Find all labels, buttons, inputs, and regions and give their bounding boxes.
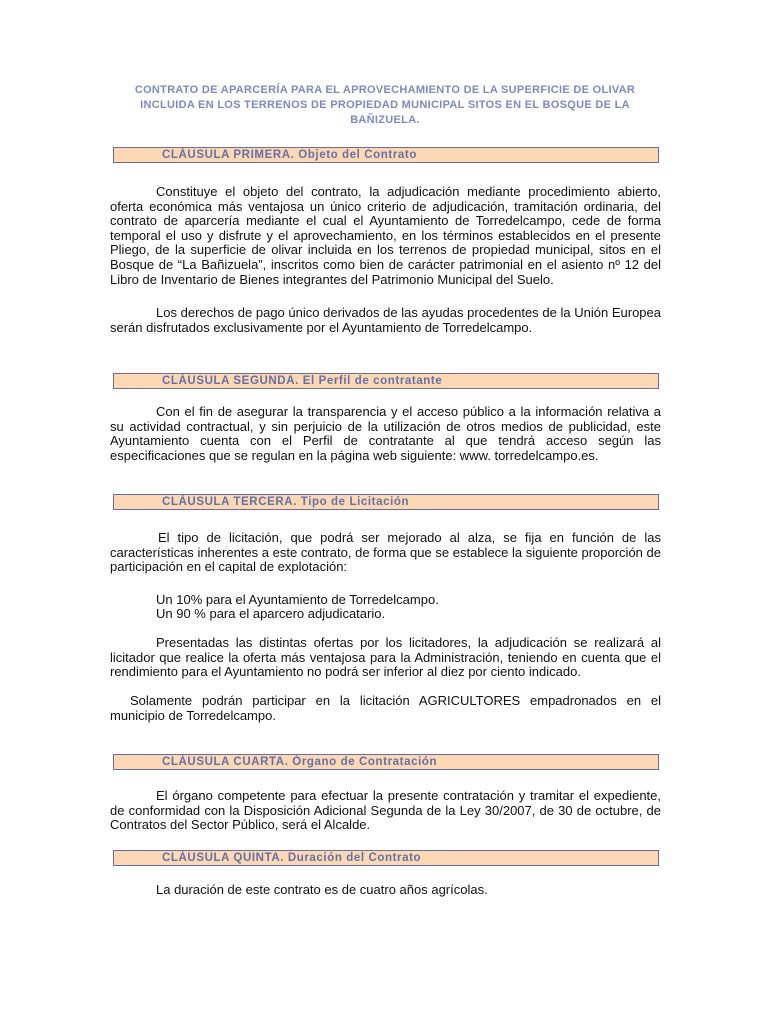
clause-heading-quinta: CLÁUSULA QUINTA. Duración del Contrato bbox=[113, 850, 659, 866]
clause-cuarta-paragraph-1: El órgano competente para efectuar la presente contratación y tramitar el expediente, de conformidad con la Disposición Adicional Segunda de la Ley 30/2007, de 30 de octubre, de Contratos del Sector Público, será el Alcalde. bbox=[110, 788, 661, 833]
clause-primera-paragraph-2: Los derechos de pago único derivados de las ayudas procedentes de la Unión Europea serán disfrutados exclusivamente por el Ayuntamiento de Torredelcampo. bbox=[110, 305, 661, 335]
clause-heading-tercera: CLÁUSULA TERCERA. Tipo de Licitación bbox=[113, 494, 659, 510]
participation-item-ayuntamiento: Un 10% para el Ayuntamiento de Torredelcampo. bbox=[156, 592, 439, 607]
clause-tercera-paragraph-2: Presentadas las distintas ofertas por los licitadores, la adjudicación se realizará al licitador que realice la oferta más ventajosa para la Administración, teniendo en cuenta que el rendimiento para el Ayuntamiento no podrá ser inferior al diez por ciento indicado. bbox=[110, 635, 661, 680]
clause-quinta-paragraph-1: La duración de este contrato es de cuatro años agrícolas. bbox=[156, 882, 488, 897]
clause-tercera-paragraph-1: El tipo de licitación, que podrá ser mejorado al alza, se fija en función de las características inherentes a este contrato, de forma que se establece la siguiente proporción de participación en el capital de explotación: bbox=[110, 530, 661, 575]
clause-tercera-paragraph-3: Solamente podrán participar en la licitación AGRICULTORES empadronados en el municipio de Torredelcampo. bbox=[110, 693, 661, 723]
clause-heading-segunda: CLÁUSULA SEGUNDA. El Perfil de contratante bbox=[113, 373, 659, 389]
clause-primera-paragraph-1: Constituye el objeto del contrato, la adjudicación mediante procedimiento abierto, oferta económica más ventajosa un único criterio de adjudicación, tramitación ordinaria, del contrato de aparcería mediante el cual el Ayuntamiento de Torredelcampo, cede de forma temporal el uso y disfrute y el aprovechamiento, en los términos establecidos en el presente Pliego, de la superficie de olivar incluida en los terrenos de propiedad municipal, sitos en el Bosque de “La Bañizuela”, inscritos como bien de carácter patrimonial en el asiento nº 12 del Libro de Inventario de Bienes integrantes del Patrimonio Municipal del Suelo. bbox=[110, 184, 661, 287]
document-title: CONTRATO DE APARCERÍA PARA EL APROVECHAMIENTO DE LA SUPERFICIE DE OLIVAR INCLUIDA EN LOS TERRENOS DE PROPIEDAD MUNICIPAL SITOS EN EL BOSQUE DE LA BAÑIZUELA. bbox=[134, 84, 636, 126]
clause-segunda-paragraph-1: Con el fin de asegurar la transparencia y el acceso público a la información relativa a su actividad contractual, y sin perjuicio de la utilización de otros medios de publicidad, este Ayuntamiento cuenta con el Perfil de contratante al que tendrá acceso según las especificaciones que se regulan en la página web siguiente: www. torredelcampo.es. bbox=[110, 404, 661, 463]
clause-heading-cuarta: CLÁUSULA CUARTA. Órgano de Contratación bbox=[113, 754, 659, 770]
clause-heading-primera: CLÁUSULA PRIMERA. Objeto del Contrato bbox=[113, 147, 659, 163]
participation-item-aparcero: Un 90 % para el aparcero adjudicatario. bbox=[156, 606, 386, 621]
